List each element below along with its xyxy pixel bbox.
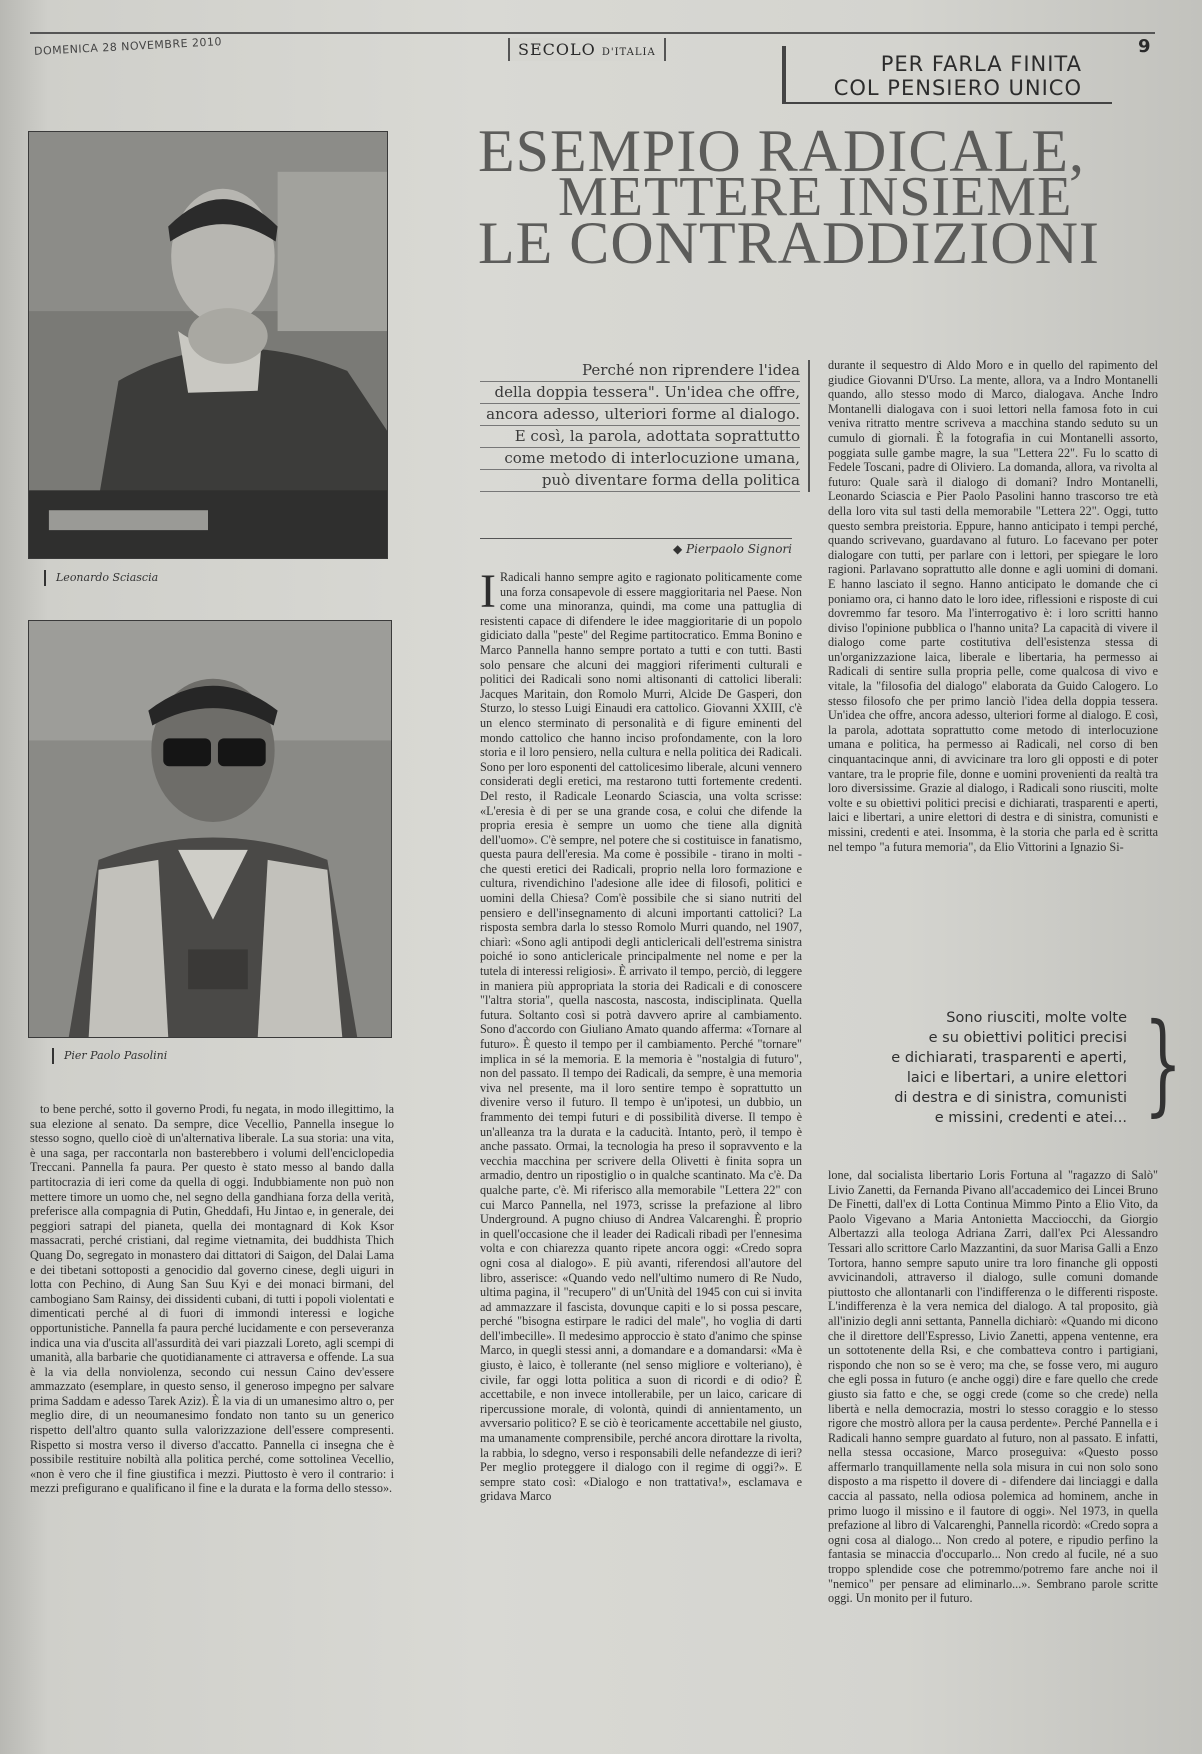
headline-line2: METTERE INSIEME	[558, 166, 1073, 228]
masthead	[30, 28, 1180, 108]
paper-name	[508, 38, 666, 61]
pull-quote-top	[480, 360, 810, 492]
pull-quote-side-line: e dichiarati, trasparenti e aperti,	[891, 1050, 1127, 1066]
section-title	[834, 52, 1082, 100]
column-3-text-top: durante il sequestro di Aldo Moro e in quello del rapimento del giudice Giovanni D'Urso. La mente, allora, va a Indro Montanelli quando, allo stesso modo di Marco, dialogava. Anche Indro Montanelli dialogava con i suoi lettori nella famosa foto in cui veniva ritratto mentre scriveva a macchina stando seduto su un cumulo di giornali. È la fotografia in cui Montanelli assorto, poggiata sulle gambe magre, la sua "Lettera 22". Fu lo scatto di Fedele Toscani, padre di Oliviero. La domanda, allora, va rivolta al futuro: Quale sarà il dialogo di domani? Indro Montanelli, Leonardo Sciascia e Pier Paolo Pasolini hanno trascorso tre età della loro vita sul tasti della memorabile "Lettera 22". Oggi, tutto questo sembra preistoria. Eppure, hanno anticipato i tempi perché, quando scrivevano, guardavano al futuro. Lo facevano per poter dialogare con tutti, per parlare con i lettori, per spiegare le loro ragioni. Parlavano soprattutto alle donne e agli uomini di domani. E hanno lasciato il segno. Hanno anticipato le domande che ci poniamo ora, ci hanno dato le loro idee, riflessioni e risposte di cui dovremmo far tesoro. Ma l'interrogativo è: i loro scritti hanno diviso l'opinione pubblica o l'hanno unita? La capacità di vivere il dialogo come parte costitutiva dell'esistenza stessa di un'organizzazione laica, liberale e libertaria, ha permesso ai Radicali di sentire sulla propria pelle, come qualcosa di vivo e vitale, la "filosofia del dialogo" elaborata da Guido Calogero. Lo stesso filosofo che per primo lanciò l'idea della doppia tessera. Un'idea che offre, ancora adesso, ulteriori forme al dialogo. E così, la parola, adottata soprattutto come metodo di interlocuzione umana e politica, ha permesso ai Radicali, nel corso di ben cinquantacinque anni, di avvicinare tra loro gli opposti e di poter vantare, tra le proprie file, donne e uomini provenienti da realtà tra loro diversissime. Grazie al dialogo, i Radicali sono riusciti, molte volte e su obiettivi politici precisi e dichiarati, trasparenti e aperti, laici e libertari, a unire elettori di destra e di sinistra, comunisti e missini, credenti e atei. Insomma, è la storia che parla ed è scritta nel tempo "a futura memoria", da Elio Vittorini a Ignazio Si-	[828, 358, 1158, 854]
paper-name-main: SECOLO	[518, 40, 596, 59]
pull-quote-side	[835, 1008, 1127, 1128]
headline-line3: LE CONTRADDIZIONI	[478, 210, 1100, 276]
pull-quote-line: della doppia tessera". Un'idea che offre,	[480, 382, 800, 404]
issue-date: DOMENICA 28 NOVEMBRE 2010	[33, 35, 223, 58]
photo-pasolini	[28, 620, 392, 1038]
photo-pasolini-caption: Pier Paolo Pasolini	[52, 1048, 167, 1064]
curly-brace-icon: }	[1143, 999, 1183, 1127]
paper-name-suffix: D'ITALIA	[601, 47, 656, 58]
section-title-line2: COL PENSIERO UNICO	[833, 76, 1082, 100]
photo-sciascia-caption: Leonardo Sciascia	[44, 570, 158, 586]
photo-sciascia-image	[29, 132, 387, 558]
article-column-3-bottom	[828, 1168, 1158, 1742]
column-3-text-bottom: lone, dal socialista libertario Loris Fortuna al "ragazzo di Salò" Livio Zanetti, da Fernanda Pivano all'accademico dei Lincei Bruno De Finetti, dall'ex di Lotta Continua Mimmo Pinto a Elio Vito, da Paolo Vigevano a Maria Antonietta Macciocchi, da Giorgio Albertazzi alla teologa Adriana Zarri, dall'ex Pci Alessandro Tessari allo scrittore Carlo Mazzantini, da suor Marisa Galli a Enzo Tortora, hanno sempre saputo unire tra loro finanche gli opposti avvicinandoli, attraverso il dialogo, sulle comuni domande piuttosto che allontanarli con l'indifferenza o le differenti risposte. L'indifferenza è la vera nemica del dialogo. A tal proposito, già all'inizio degli anni settanta, Pannella dichiarò: «Quando mi dicono che il direttore dell'Espresso, Livio Zanetti, appena ventenne, era un sottotenente della Rsi, e che combatteva contro i partigiani, rispondo che non so se è vero; ma che, se fosse vero, mi auguro che egli possa in futuro (e anche oggi) dire e fare quello che crede giusto sia fatto e che, se oggi crede (come so che crede) nella libertà e nella democrazia, mostri lo stesso coraggio e lo stesso rigore che mostrò allora per la causa perdente». Perché Pannella e i Radicali hanno sempre guardato al futuro, non al passato. E infatti, nella stessa occasione, Marco proseguiva: «Questo posso affermarlo tranquillamente nella sola misura in cui non solo sono disposto a ma rispetto il dovere di - difendere dai linciaggi e dalla caccia al passato, nella odiosa polemica ad hominem, anche in primo luogo il missino e il fautore di oggi». Nel 1973, in quella prefazione al libro di Valcarenghi, Pannella ricordò: «Credo sopra a ogni cosa al dialogo... Non credo al potere, e ripudio perfino la fantasia se minaccia d'occuparlo... Non credo al fucile, né a suo troppo splendide cose che potremmo/potremo fare anche noi il "nemico" per pensare ad eliminarlo...». Sembrano parole scritte oggi. Un monito per il futuro.	[828, 1168, 1158, 1606]
article-column-1	[30, 1102, 394, 1742]
article-column-3-top	[828, 358, 1158, 984]
pull-quote-side-line: e missini, credenti e atei...	[934, 1110, 1127, 1126]
photo-pasolini-image	[29, 621, 391, 1037]
pull-quote-side-line: laici e libertari, a unire elettori	[906, 1070, 1127, 1086]
headline-line1: ESEMPIO RADICALE,	[478, 118, 1086, 184]
pull-quote-line: E così, la parola, adottata soprattutto	[480, 426, 800, 448]
drop-cap: I	[480, 570, 496, 618]
pull-quote-line: ancora adesso, ulteriori forme al dialogo.	[480, 404, 800, 426]
pull-quote-side-line: e su obiettivi politici precisi	[928, 1030, 1127, 1046]
author-byline	[480, 538, 792, 556]
pull-quote-side-line: Sono riusciti, molte volte	[946, 1010, 1127, 1026]
photo-sciascia	[28, 131, 388, 559]
pull-quote-line: come metodo di interlocuzione umana,	[480, 448, 800, 470]
pull-quote-side-line: di destra e di sinistra, comunisti	[894, 1090, 1127, 1106]
top-rule	[30, 32, 1155, 34]
section-title-line1: PER FARLA FINITA	[880, 52, 1082, 76]
page-number: 9	[1138, 36, 1151, 57]
column-1-text: to bene perché, sotto il governo Prodi, fu negata, in modo illegittimo, la sua elezione al senato. Da sempre, dice Vecellio, Pannella insegue lo stesso sogno, quello cioè di un'alternativa liberale. La sua storia: una vita, è una saga, per raccontarla non basterebbero i volumi dell'enciclopedia Treccani. Pannella fa paura. Per questo è stato messo al bando dalla partitocrazia di ieri come da quella di oggi. Indubbiamente non può non mettere timore un uomo che, nel segno della gandhiana forza della verità, preferisce alla compagnia di Putin, Gheddafi, Hu Jintao e, in generale, dei peggiori satrapi del pianeta, quella dei montagnard di Kok Ksor massacrati, perché cristiani, dal regime vietnamita, dei buddhista Thich Quang Do, segregato in monastero dai dittatori di Saigon, del Dalai Lama e dei tibetani sottoposti a genocidio dal governo cinese, degli uiguri in lotta con Pechino, di Aung San Suu Kyi e dei monaci birmani, del cambogiano Sam Rainsy, dei dissidenti cubani, di tutti i popoli violentati e dimenticati perché al di fuori di immondi interessi e logiche opportunistiche. Pannella fa paura perché lucidamente e con perseveranza indica una via d'uscita all'assurdità dei vari piazzali Loreto, agli scempi di umanità, alla barbarie che quotidianamente ci attraversa e offende. La sua è la via della nonviolenza, secondo cui nessun Caino dev'essere ammazzato (esemplare, in questo senso, il generoso impegno per salvare prima Saddam e adesso Tarek Aziz). È la via di un umanesimo altro o, per meglio dire, di un neoumanesimo fondato non tanto su un generico rispetto dell'altro quanto sulla valorizzazione dell'essere compresenti. Rispetto si mostra verso il diverso d'accatto. Pannella ci insegna che è possibile restituire nobiltà alla politica perché, come sottolinea Vecellio, «non è vero che il fine giustifica i mezzi. Piuttosto è vero il contrario: i mezzi prefigurano e qualificano il fine e la durata e la forma dello stesso».	[30, 1102, 394, 1496]
column-2-text: Radicali hanno sempre agito e ragionato politicamente come una forza consapevole di essere maggioritaria nel Paese. Non come una minoranza, quindi, ma come una pattuglia di resistenti capace di difendere le idee maggioritarie di un popolo gidiciato dalla "peste" del Regime partitocratico. Emma Bonino e Marco Pannella hanno sempre portato a tutti e con tutti. Basti solo pensare che alcuni dei maggiori riferimenti culturali e politici dei Radicali sono nomi altisonanti di cattolici liberali: Jacques Maritain, don Romolo Murri, Alcide De Gasperi, don Sturzo, lo stesso Luigi Einaudi era cattolico. Giovanni XXIII, c'è un elenco sterminato di personalità e di figure eminenti del mondo cattolico che hanno inciso profondamente, con la loro storia e il loro pensiero, nella cultura e nella politica dei Radicali. Sono per loro esponenti del cattolicesimo liberale, alcuni vennero considerati degli eretici, ma restarono tutti fortemente credenti. Del resto, il Radicale Leonardo Sciascia, una volta scrisse: «L'eresia è di per se una grande cosa, e colui che difende la propria eresia è sempre un uomo che tiene alla dignità dell'uomo». C'è sempre, nel potere che si costituisce in fanatismo, questa paura dell'eresia. Ma come è possibile - tirano in molti - che questi eretici dei Radicali, proprio nella loro formazione e cultura, rivendichino l'adesione alle idee di filosofi, politici e uomini della Chiesa? Com'è possibile che si siano nutriti del pensiero e dell'insegnamento di alcuni importanti cattolici? La risposta sembra darla lo stesso Romolo Murri quando, nel 1907, chiarì: «Sono agli antipodi degli anticlericali dell'estrema sinistra poiché io sono anticlericale principalmente nel nome e per la tutela di interessi religiosi». È arrivato il tempo, perciò, di leggere in maniera più appropriata la storia dei Radicali e di conoscere "l'altra storia", quella nascosta, nascosta, indisciplinata. Quella futura. Soltanto così si potrà davvero aprire al cambiamento. Sono d'accordo con Giuliano Amato quando afferma: «Tornare al futuro». È questo il tempo per il cambiamento. Perché "tornare" implica in sé la memoria. E la memoria è "nostalgia di futuro", non del passato. Il tempo dei Radicali, da sempre, è una memoria viva nel presente, ma il loro sentire tempo è soprattutto un divenire verso il futuro. Il tempo è un'ipotesi, un dubbio, un frammento dei tempi futuri e di possibilità diverse. Il tempo è un'alleanza tra la durata e la caducità. Intanto, però, il tempo è anche passato. Ormai, la tecnologia ha preso il sopravvento e la vecchia macchina per scrivere della Olivetti è finita sopra un armadio, dentro un ripostiglio o in qualche scantinato. Ma c'è. Da qualche parte, c'è. Mi riferisco alla memorabile "Lettera 22" con cui Marco Pannella, nel 1973, scrisse la prefazione al libro Underground. A pugno chiuso di Andrea Valcarenghi. È proprio in quell'occasione che il leader dei Radicali ribadì per l'ennesima volta e con chiarezza quanto ripete ancora oggi: «Credo sopra ogni cosa al dialogo». E più avanti, riferendosi all'autore del libro, asserisce: «Quando vedo nell'ultimo numero di Re Nudo, ultima pagina, il "recupero" di un'Unità del 1945 con cui si invita ad ammazzare il fascista, dovunque capiti e lo si possa pescare, perché "bisogna estirpare le radici del male", ho voglia di darti dell'imbecille». Il medesimo approccio è stato d'animo che spinse Marco, in quegli stessi anni, a domandare e a domandarsi: «Ma è giusto, è laico, è tollerante (nel senso migliore e volteriano), è civile, far oggi lotta politica a suon di ricordi e di odio? È accettabile, e non invece intollerabile, per un laico, caricare di ripercussione morale, di volontà, quindi di annientamento, un avversario politico? E se ciò è teoricamente accettabile nel giusto, ma umanamente comprensibile, perché ancora dirottare la rivolta, la rabbia, lo sdegno, verso i responsabili delle nefandezze di ieri? Per meglio proteggere il dialogo con il regime di oggi?». E sempre stato così: «Dialogo e non trattativa!», esclamava e gridava Marco	[480, 570, 802, 1504]
section-header	[782, 46, 1112, 104]
article-column-2	[480, 570, 802, 1742]
byline-name: Pierpaolo Signori	[686, 542, 792, 556]
article-headline	[478, 118, 1158, 276]
pull-quote-line: può diventare forma della politica	[480, 470, 800, 492]
pull-quote-line: Perché non riprendere l'idea	[480, 360, 800, 382]
byline-arrow-icon: ◆	[672, 542, 687, 556]
